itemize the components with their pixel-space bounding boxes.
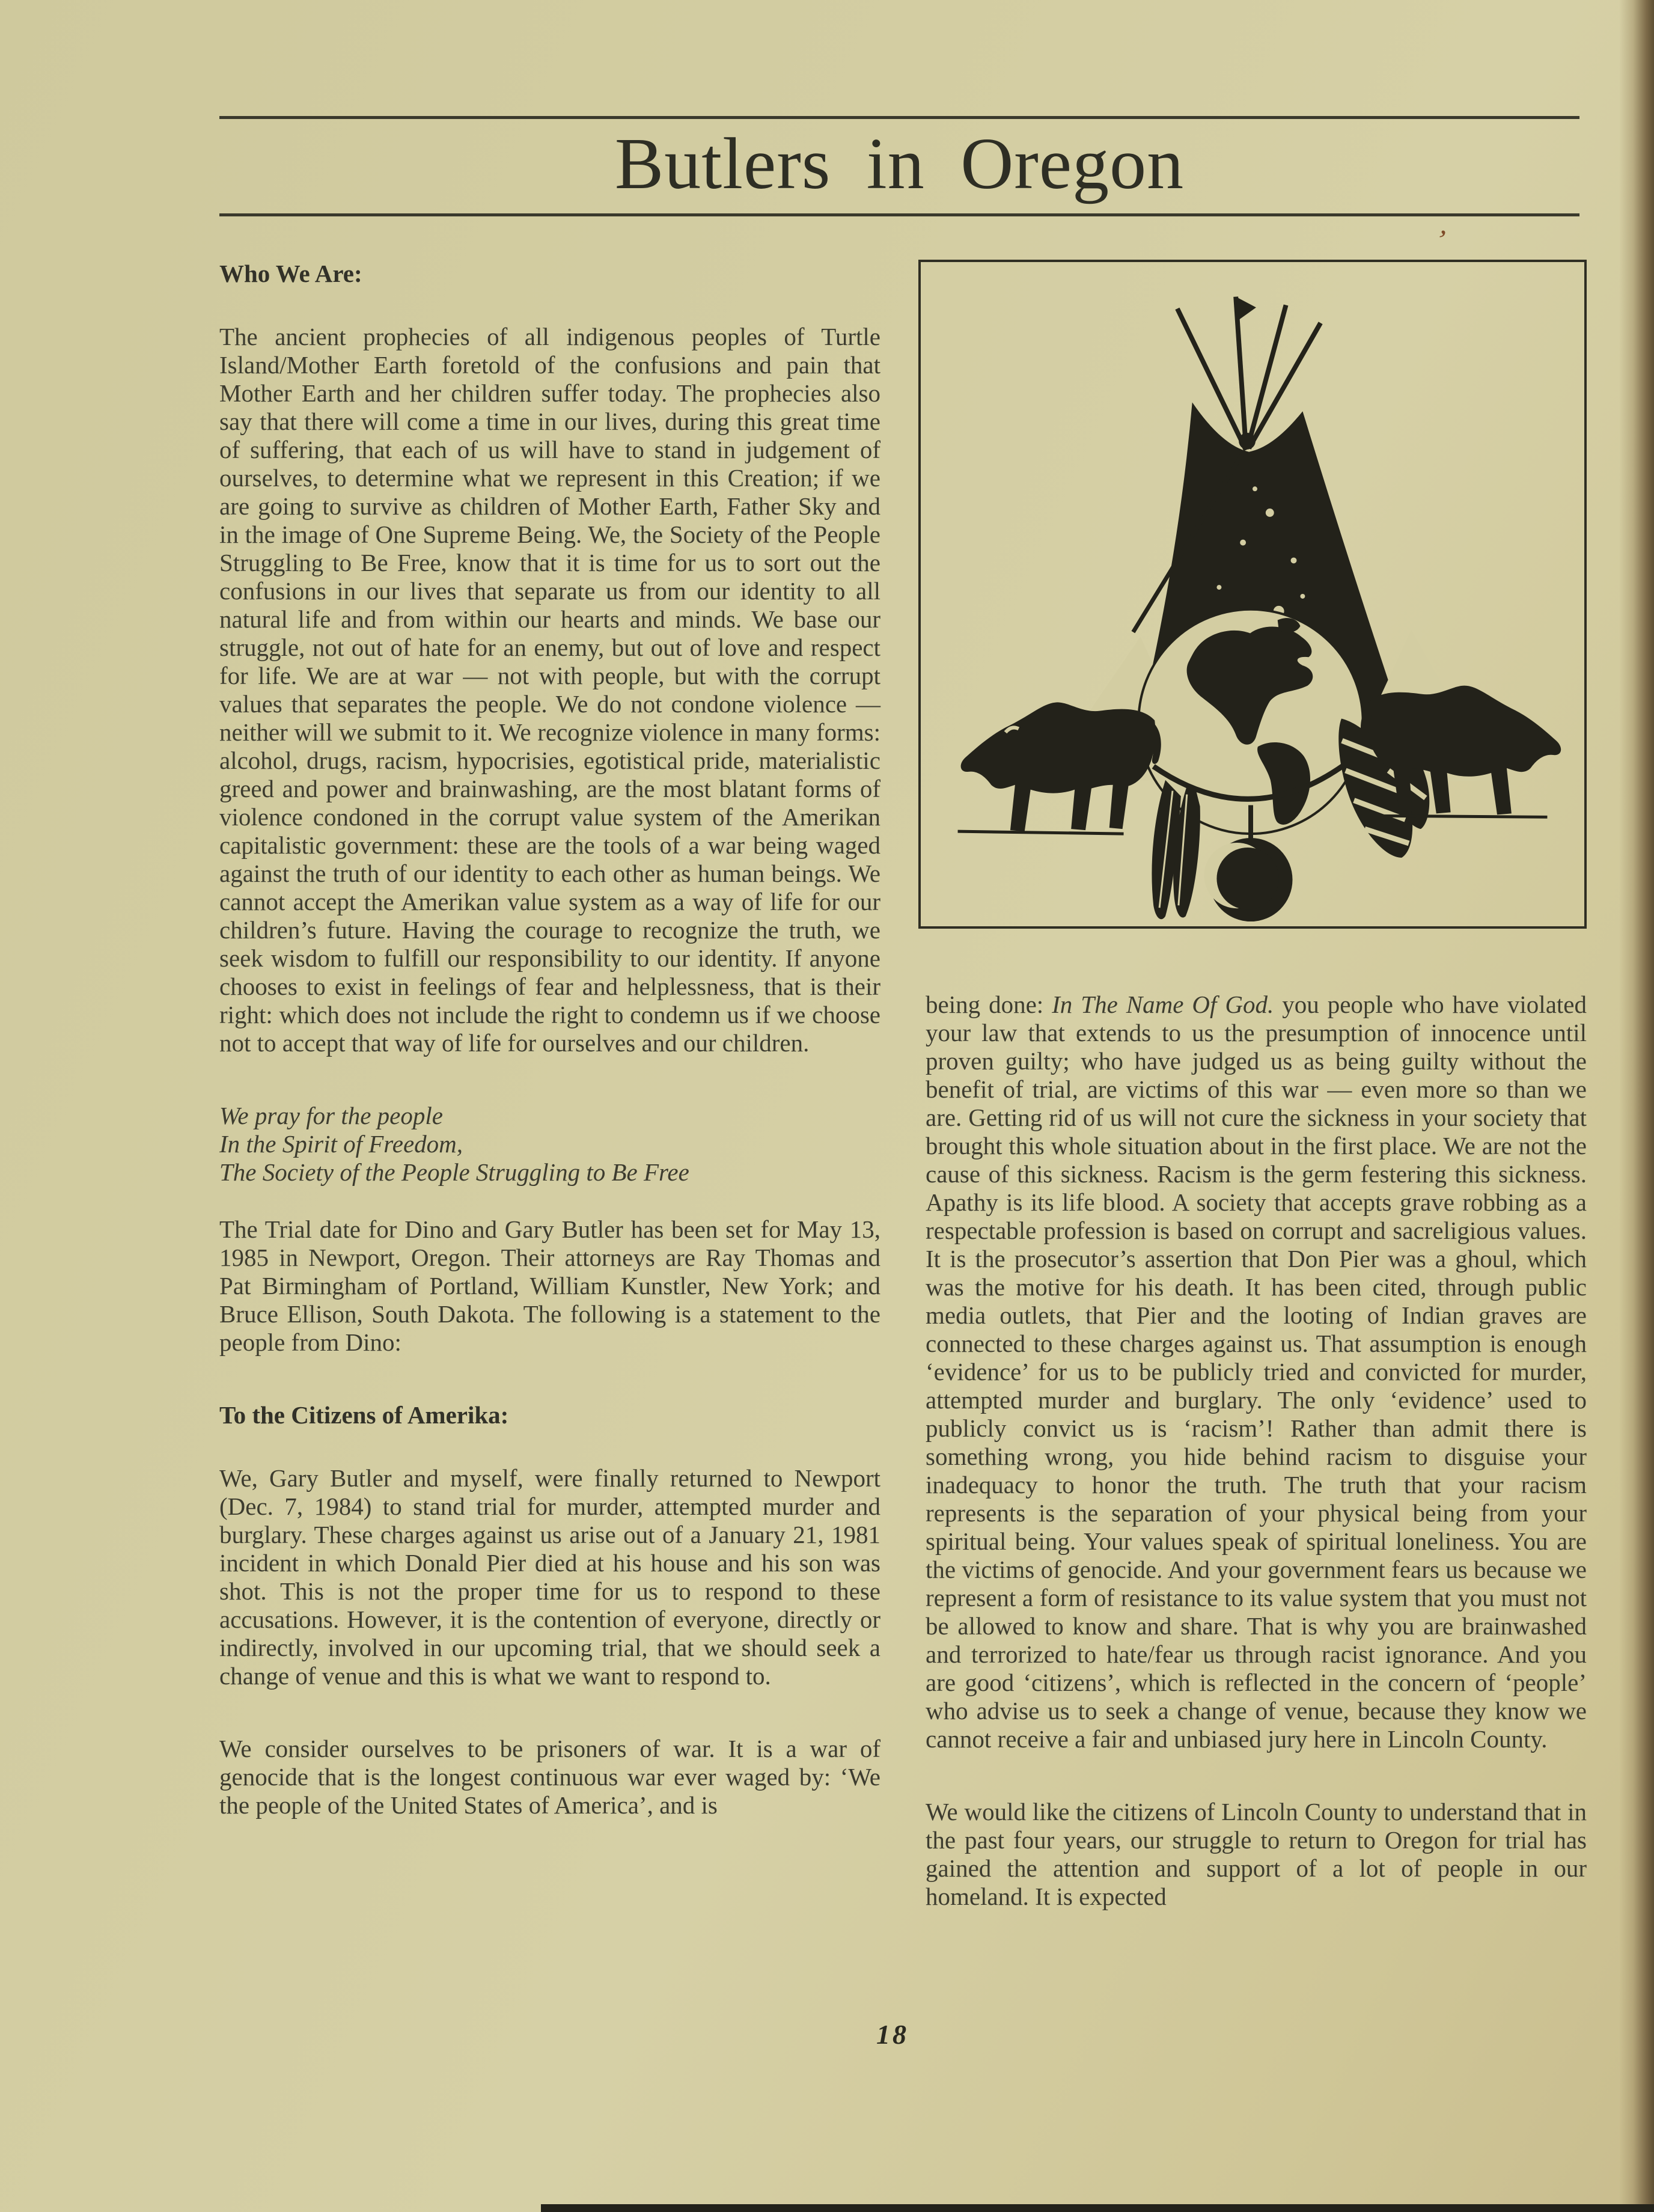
paragraph-prophecies: The ancient prophecies of all indigenous peoples of Turtle Island/Mother Earth foretold of the confusions and pain that Mother Earth and her children suffer today. The prophecies also say that there will come a time in our lives, during this great time of suffering, that each of us will have to stand in judgement of ourselves, to determine what we represent in this Creation; if we are going to survive as children of Mother Earth, Father Sky and in the image of One Supreme Being. We, the Society of the People Struggling to Be Free, know that it is time for us to sort out the confusions in our lives that separate us from our identity to all natural life and from within our hearts and minds. We base our struggle, not out of hate for an enemy, but out of love and respect for life. We are at war — not with people, but with the corrupt values that separates the people. We do not condone violence — neither will we submit to it. We recognize violence in many forms: alcohol, drugs, racism, hypocrisies, egotistical pride, materialistic greed and power and brainwashing, are the most blatant forms of violence condoned in the corrupt value system of the Amerikan capitalistic government: these are the tools of a war being waged against the truth of our identity to each other as human beings. We cannot accept the Amerikan value system as a way of life for our children’s future. Having the courage to recognize the truth, we seek wisdom to fulfill our responsibility to our identity. If anyone chooses to exist in feelings of fear and helplessness, that is their right: which does not include the right to condemn us if we choose not to accept that way of life for ourselves and our children. bbox=[219, 323, 880, 1057]
scan-bottom-edge bbox=[541, 2204, 1654, 2212]
ink-smudge-mark: ’ bbox=[1432, 223, 1450, 257]
illustration-frame bbox=[918, 260, 1587, 929]
right-column bbox=[926, 991, 1587, 1911]
paragraph-prisoners-of-war: We consider ourselves to be prisoners of war. It is a war of genocide that is the longest continuous war ever waged by: ‘We the people of the United States of America’, and is bbox=[219, 1735, 880, 1819]
buffalo-left bbox=[961, 702, 1161, 831]
statement-text: being done: bbox=[926, 991, 1052, 1018]
page-title: Butlers in Oregon bbox=[614, 123, 1185, 204]
left-feathers bbox=[1152, 780, 1200, 919]
prayer-line: We pray for the people bbox=[219, 1102, 443, 1129]
paragraph-trial-date: The Trial date for Dino and Gary Butler has been set for May 13, 1985 in Newport, Oregon. Their attorneys are Ray Thomas and Pat Birmingham of Portland, William Kunstler, New York; and Bruce Ellison, South Dakota. The following is a statement to the people from Dino: bbox=[219, 1215, 880, 1356]
heading-who-we-are: Who We Are: bbox=[219, 260, 362, 287]
heading-citizens-of-amerika: To the Citizens of Amerika: bbox=[219, 1401, 509, 1429]
paragraph-being-done bbox=[926, 991, 1587, 1753]
prayer-line: In the Spirit of Freedom, bbox=[219, 1130, 463, 1158]
paragraph-returned-to-newport: We, Gary Butler and myself, were finally returned to Newport (Dec. 7, 1984) to stand trial for murder, attempted murder and burglary. These charges against us arise out of a January 21, 1981 incident in which Donald Pier died at his house and his son was shot. This is not the proper time for us to respond to these accusations. However, it is the contention of everyone, directly or indirectly, involved in our upcoming trial, that we should seek a change of venue and this is what we want to respond to. bbox=[219, 1464, 880, 1690]
statement-italic-phrase: In The Name Of God. bbox=[1052, 991, 1274, 1018]
paragraph-lincoln-county: We would like the citizens of Lincoln County to understand that in the past four years, our struggle to return to Oregon for trial has gained the attention and support of a lot of people in our homeland. It is expected bbox=[926, 1798, 1587, 1910]
prayer-line: The Society of the People Struggling to Be Free bbox=[219, 1158, 689, 1186]
tipi-earth-buffalo-illustration bbox=[921, 262, 1584, 926]
masthead-rule-bottom bbox=[219, 213, 1579, 216]
prayer-block bbox=[219, 1102, 880, 1187]
left-column bbox=[219, 260, 880, 1819]
crescent-moon bbox=[1204, 838, 1293, 921]
page-number: 18 bbox=[876, 2019, 909, 2050]
statement-text: you people who have violated your law that extends to us the presumption of innocence until proven guilty; who have judged us as being guilty without the benefit of trial, are victims of this war — even more so than we are. Getting rid of us will not cure the sickness in your society that brought this whole situation about in the first place. We are not the cause of this sickness. Racism is the germ festering this sickness. Apathy is its life blood. A society that accepts grave robbing as a respectable profession is based on corrupt and sacreligious values. It is the prosecutor’s assertion that Don Pier was a ghoul, which was the motive for his death. It has been cited, through public media outlets, that Pier and the looting of Indian graves are connected to these charges against us. That assumption is enough ‘evidence’ for us to be publicly tried and convicted for murder, attempted murder and burglary. The only ‘evidence’ used to publicly convict us is ‘racism’! Rather than admit there is something wrong, you hide behind racism to disguise your inadequacy to honor the truth. The truth that your racism represents is the separation of your physical being from your spiritual being. Your values speak of spiritual loneliness. You are the victims of genocide. And your government fears us because we represent a form of resistance to its value system that you must not be allowed to know and share. That is why you are brainwashed and terrorized to hate/fear us through racist ignorance. And you are good ‘citizens’, which is reflected in the concern of ‘people’ who advise us to seek a change of venue, because they know we cannot receive a fair and unbiased jury here in Lincoln County. bbox=[926, 991, 1587, 1753]
page-edge-shadow bbox=[1619, 0, 1654, 2212]
